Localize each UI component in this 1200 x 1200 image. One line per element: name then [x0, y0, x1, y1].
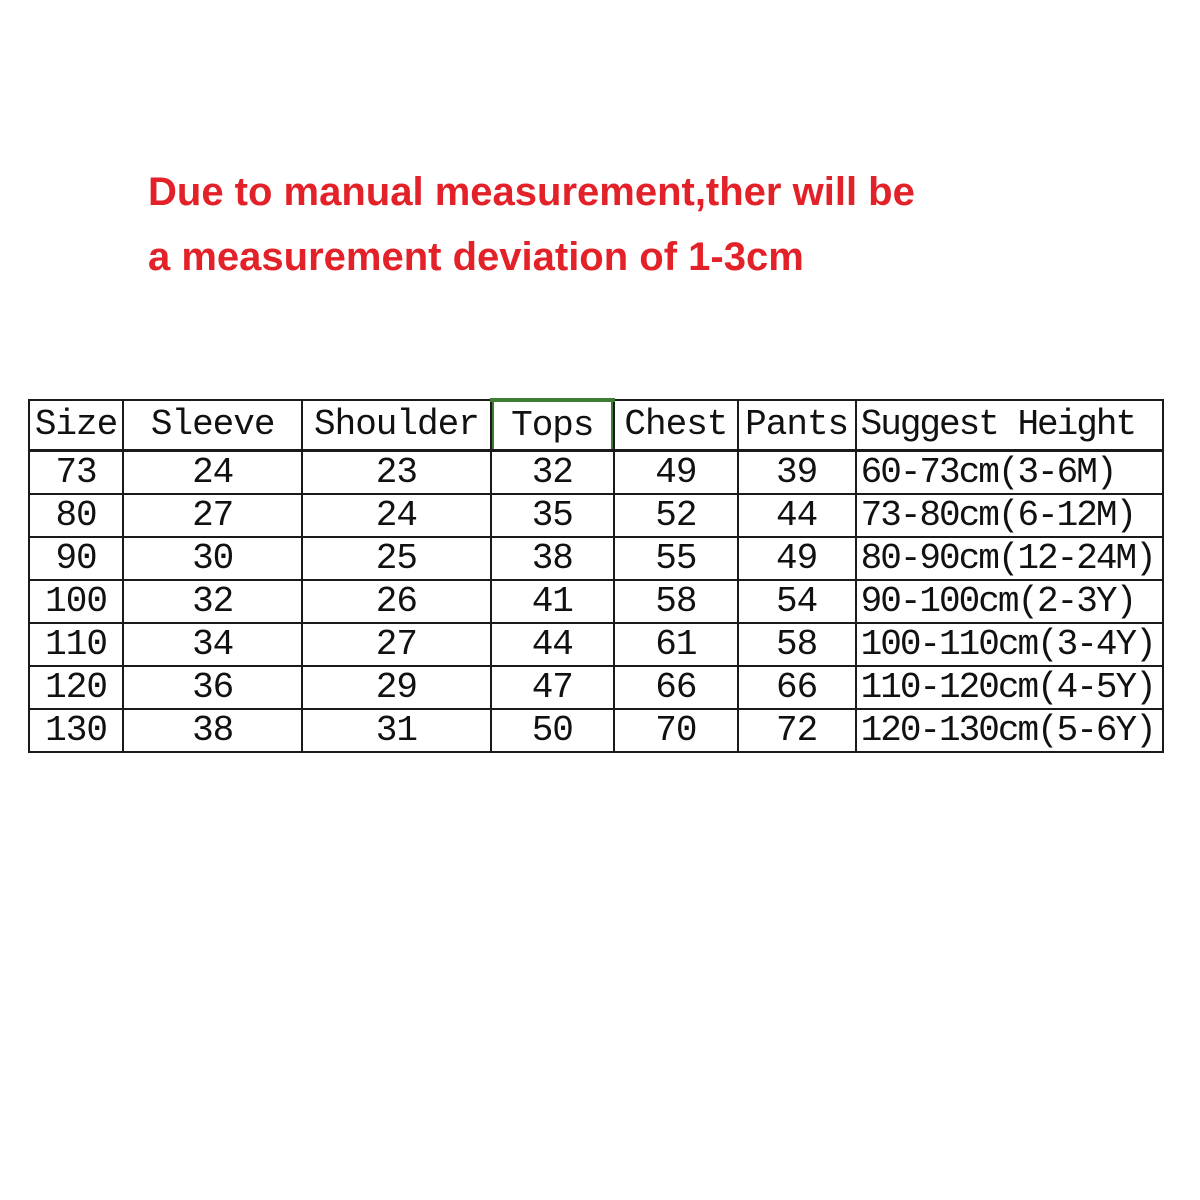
cell-tops: 50 — [491, 709, 615, 752]
table-row — [29, 709, 1163, 752]
cell-pants: 39 — [738, 450, 856, 494]
cell-suggest-height: 120-130cm(5-6Y) — [856, 709, 1163, 752]
cell-size: 130 — [29, 709, 123, 752]
cell-shoulder: 26 — [302, 580, 490, 623]
column-header-sleeve: Sleeve — [123, 400, 302, 450]
cell-shoulder: 23 — [302, 450, 490, 494]
column-header-tops: Tops — [491, 400, 615, 450]
column-header-pants: Pants — [738, 400, 856, 450]
column-header-chest: Chest — [614, 400, 738, 450]
table-row — [29, 537, 1163, 580]
cell-sleeve: 34 — [123, 623, 302, 666]
column-header-suggest-height: Suggest Height — [856, 400, 1163, 450]
notice-line-2: a measurement deviation of 1-3cm — [148, 235, 804, 279]
cell-tops: 41 — [491, 580, 615, 623]
cell-chest: 70 — [614, 709, 738, 752]
cell-tops: 32 — [491, 450, 615, 494]
cell-tops: 38 — [491, 537, 615, 580]
cell-pants: 54 — [738, 580, 856, 623]
column-header-shoulder: Shoulder — [302, 400, 490, 450]
cell-size: 90 — [29, 537, 123, 580]
cell-suggest-height: 60-73cm(3-6M) — [856, 450, 1163, 494]
cell-chest: 61 — [614, 623, 738, 666]
cell-tops: 47 — [491, 666, 615, 709]
cell-size: 110 — [29, 623, 123, 666]
table-row — [29, 666, 1163, 709]
cell-size: 100 — [29, 580, 123, 623]
column-header-size: Size — [29, 400, 123, 450]
cell-chest: 58 — [614, 580, 738, 623]
cell-shoulder: 31 — [302, 709, 490, 752]
cell-suggest-height: 100-110cm(3-4Y) — [856, 623, 1163, 666]
cell-suggest-height: 73-80cm(6-12M) — [856, 494, 1163, 537]
cell-pants: 72 — [738, 709, 856, 752]
cell-shoulder: 29 — [302, 666, 490, 709]
size-chart-table — [28, 398, 1164, 753]
table-row — [29, 450, 1163, 494]
cell-size: 80 — [29, 494, 123, 537]
cell-suggest-height: 90-100cm(2-3Y) — [856, 580, 1163, 623]
measurement-notice — [148, 160, 915, 290]
cell-chest: 55 — [614, 537, 738, 580]
cell-sleeve: 30 — [123, 537, 302, 580]
cell-tops: 35 — [491, 494, 615, 537]
table-row — [29, 623, 1163, 666]
cell-shoulder: 25 — [302, 537, 490, 580]
cell-sleeve: 24 — [123, 450, 302, 494]
cell-pants: 44 — [738, 494, 856, 537]
cell-sleeve: 32 — [123, 580, 302, 623]
cell-shoulder: 27 — [302, 623, 490, 666]
cell-suggest-height: 80-90cm(12-24M) — [856, 537, 1163, 580]
cell-pants: 66 — [738, 666, 856, 709]
cell-shoulder: 24 — [302, 494, 490, 537]
cell-chest: 66 — [614, 666, 738, 709]
cell-sleeve: 38 — [123, 709, 302, 752]
cell-chest: 52 — [614, 494, 738, 537]
cell-sleeve: 27 — [123, 494, 302, 537]
cell-suggest-height: 110-120cm(4-5Y) — [856, 666, 1163, 709]
table-row — [29, 494, 1163, 537]
cell-size: 73 — [29, 450, 123, 494]
cell-tops: 44 — [491, 623, 615, 666]
header-row — [29, 400, 1163, 450]
table-row — [29, 580, 1163, 623]
cell-size: 120 — [29, 666, 123, 709]
cell-chest: 49 — [614, 450, 738, 494]
cell-pants: 58 — [738, 623, 856, 666]
cell-pants: 49 — [738, 537, 856, 580]
notice-line-1: Due to manual measurement,ther will be — [148, 170, 915, 214]
cell-sleeve: 36 — [123, 666, 302, 709]
